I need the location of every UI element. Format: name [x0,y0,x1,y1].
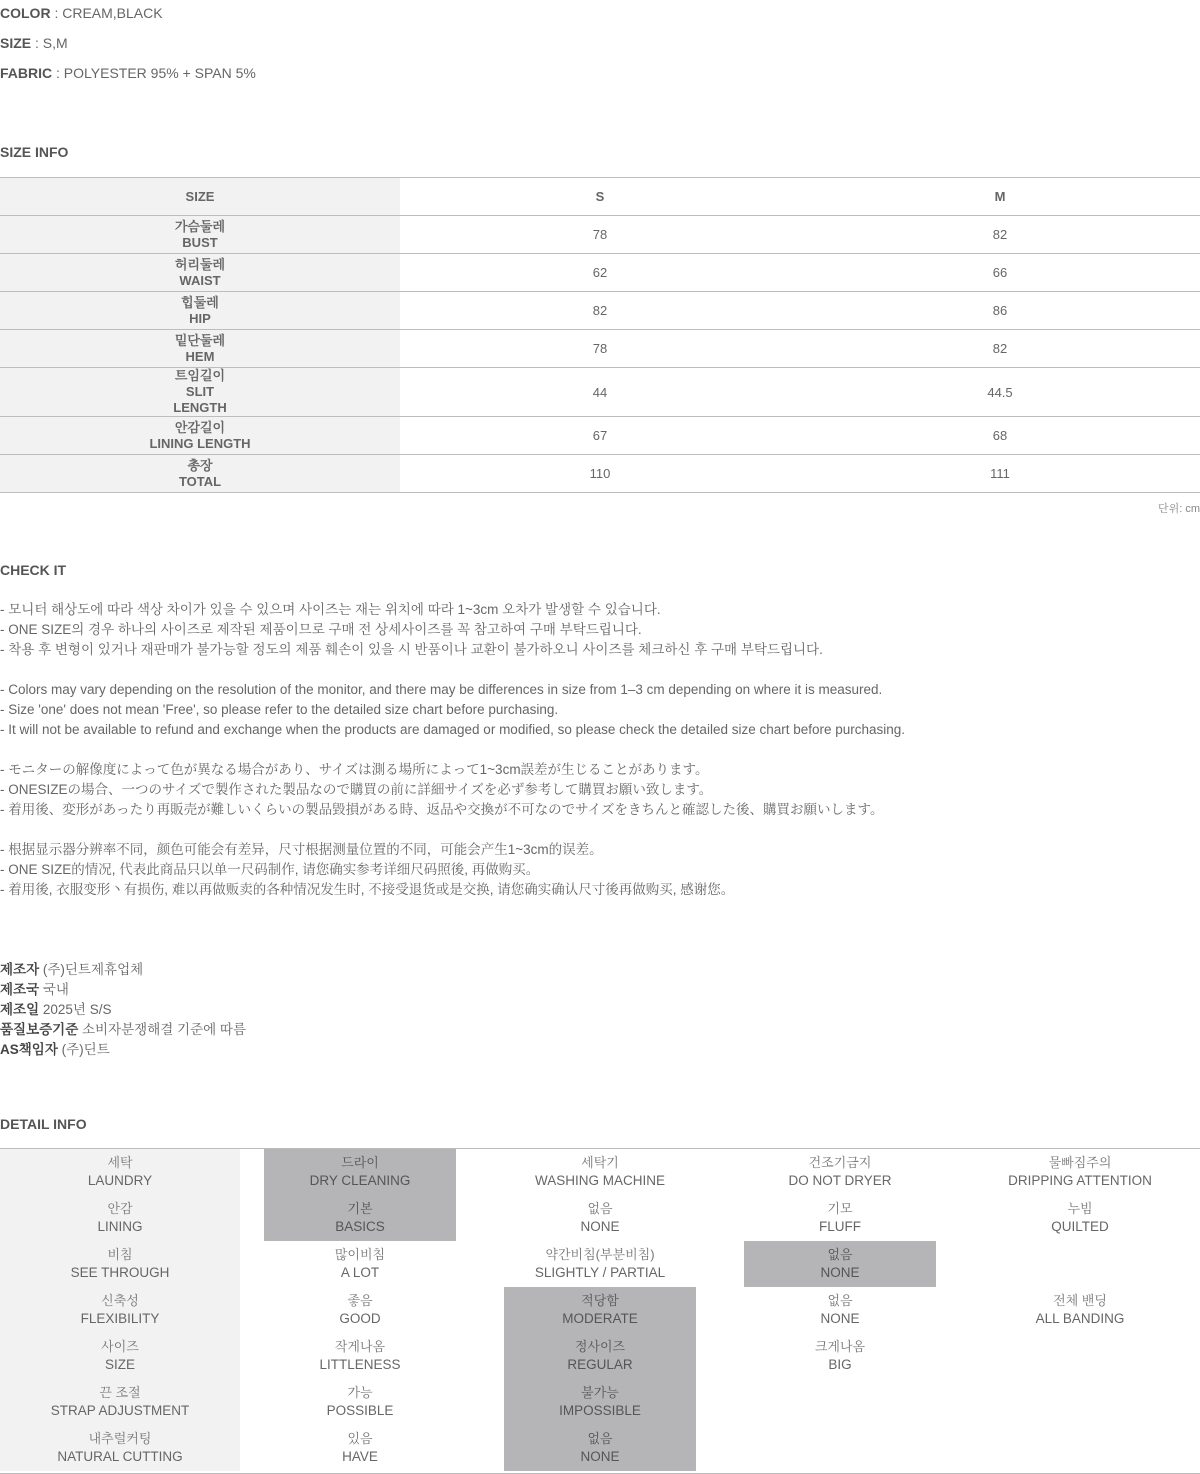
detail-option [480,1149,720,1195]
measurement-label-line: 총장 [187,457,213,473]
detail-option [240,1379,480,1425]
measurement-label-line: 밑단둘레 [174,332,226,348]
detail-option-ko: 좋음 [347,1293,373,1308]
detail-option-en: WASHING MACHINE [534,1173,665,1188]
measurement-label-line: 힙둘레 [181,294,219,310]
check-it-line: - ONE SIZE的情况, 代表此商品只以单一尺码制作, 请您确实参考详细尺码照後, 再做购买。 [0,862,540,877]
spec-value: : POLYESTER 95% + SPAN 5% [52,65,256,81]
spec-label: SIZE [0,35,32,51]
detail-option-ko: 크게나옴 [814,1339,866,1354]
detail-category [0,1425,240,1471]
detail-option-ko: 많이비침 [334,1247,386,1262]
size-table-row [0,292,1200,330]
measurement-label [0,216,400,253]
check-it-line: - モニターの解像度によって色が異なる場合があり、サイズは測る場所によって1~3cm誤差が生じることがあります。 [0,762,709,777]
detail-info-grid [0,1148,1200,1474]
detail-option-ko: 작게나옴 [334,1339,386,1354]
detail-option-en: DO NOT DRYER [788,1173,892,1188]
detail-option-ko: 건조기금지 [808,1155,872,1170]
manufacturer-label: AS책임자 [0,1042,58,1057]
detail-option-en: FLUFF [819,1219,861,1234]
detail-option [240,1287,480,1333]
detail-row [0,1287,1200,1333]
detail-option [240,1241,480,1287]
size-table-row [0,254,1200,292]
detail-category-ko: 끈 조절 [99,1385,141,1400]
manufacturer-line [0,1040,110,1060]
detail-option [240,1333,480,1379]
size-s-value: 62 [592,265,608,280]
detail-option-en: IMPOSSIBLE [559,1403,641,1418]
check-it-line: - 着用後、変形があったり再販売が難しいくらいの製品毀損がある時、返品や交換が不可なのでサイズをきちんと確認した後、購買お願いします。 [0,802,884,817]
detail-option [960,1287,1200,1333]
detail-row [0,1333,1200,1379]
detail-row [0,1195,1200,1241]
manufacturer-label: 제조일 [0,1002,40,1017]
check-it-line: - It will not be available to refund and exchange when the products are damaged or modified, so please check the detailed size chart before purchasing. [0,722,906,737]
size-header-cell: SIZE [0,178,400,215]
detail-category-en: LINING [97,1219,143,1234]
measurement-label-line: 안감길이 [174,419,226,435]
detail-option-en: A LOT [340,1265,380,1280]
detail-option-en: HAVE [342,1449,378,1464]
manufacturer-value: 국내 [39,982,69,997]
spec-label: COLOR [0,5,51,21]
size-s-value: 110 [589,466,611,481]
detail-option-en: DRY CLEANING [309,1173,411,1188]
manufacturer-value: (주)딘트제휴업체 [39,962,144,977]
manufacturer-value: 2025년 S/S [39,1002,112,1017]
measurement-label-line: HEM [185,348,215,364]
detail-option-selected [264,1149,456,1195]
detail-option-ko: 없음 [827,1293,853,1308]
size-header-cell: S [595,189,605,204]
manufacturer-label: 품질보증기준 [0,1022,79,1037]
detail-option-selected [504,1379,696,1425]
detail-option-ko: 없음 [827,1247,853,1262]
detail-category-ko: 내추럴커팅 [88,1431,152,1446]
detail-category [0,1379,240,1425]
check-it-line: - ONESIZEの場合、一つのサイズで製作された製品なので購買の前に詳細サイズを必ず参考して購買お願い致します。 [0,782,713,797]
size-s-value: 78 [592,227,608,242]
detail-option [720,1287,960,1333]
detail-info-title: DETAIL INFO [0,1116,87,1132]
manufacturer-line [0,1000,111,1020]
measurement-label-line: 트임길이 [174,368,226,383]
detail-option-en: NONE [580,1449,620,1464]
detail-option-ko: 물빠짐주의 [1048,1155,1112,1170]
detail-option-en: GOOD [339,1311,381,1326]
detail-option-en: BASICS [335,1219,385,1234]
detail-option-ko: 가능 [347,1385,373,1400]
detail-category-en: FLEXIBILITY [80,1311,160,1326]
detail-option-en: NONE [820,1265,860,1280]
check-it-line: - ONE SIZE의 경우 하나의 사이즈로 제작된 제품이므로 구매 전 상세사이즈를 꼭 참고하여 구매 부탁드립니다. [0,622,642,637]
detail-option-en: MODERATE [562,1311,638,1326]
size-info-title: SIZE INFO [0,144,69,160]
spec-value: : S,M [31,35,68,51]
detail-category-ko: 신축성 [101,1293,139,1308]
detail-option-en: BIG [828,1357,852,1372]
check-it-line: - 根据显示器分辨率不同，颜色可能会有差异，尺寸根据测量位置的不同，可能会产生1~3cm的误差。 [0,842,603,857]
size-m-value: 82 [992,227,1008,242]
check-it-line: - 착용 후 변형이 있거나 재판매가 불가능할 정도의 제품 훼손이 있을 시 반품이나 교환이 불가하오니 사이즈를 체크하신 후 구매 부탁드립니다. [0,642,823,657]
check-it-line: - 着用後, 衣服变形丶有损伤, 难以再做贩卖的各种情况发生时, 不接受退货或是交换, 请您确实确认尺寸後再做购买, 感谢您。 [0,882,735,897]
spec-line [0,3,163,23]
detail-option [720,1149,960,1195]
manufacturer-line [0,980,69,1000]
detail-category-en: SEE THROUGH [70,1265,170,1280]
spec-line [0,63,256,83]
detail-option-en: REGULAR [567,1357,633,1372]
measurement-label-line: HIP [189,310,211,326]
detail-option-en: NONE [580,1219,620,1234]
detail-category-ko: 비침 [107,1247,133,1262]
detail-option-en: DRIPPING ATTENTION [1008,1173,1152,1188]
detail-option [720,1333,960,1379]
check-it-line: - 모니터 해상도에 따라 색상 차이가 있을 수 있으며 사이즈는 재는 위치에 따라 1~3cm 오차가 발생할 수 있습니다. [0,602,661,617]
detail-option-ko: 불가능 [581,1385,619,1400]
measurement-label-line: LINING LENGTH [149,435,251,451]
detail-row [0,1379,1200,1425]
spec-value: : CREAM,BLACK [50,5,163,21]
size-s-value: 78 [592,341,608,356]
detail-option-ko: 적당함 [581,1293,619,1308]
size-s-value: 67 [592,428,608,443]
size-m-value: 44.5 [987,384,1013,400]
detail-option [720,1195,960,1241]
detail-option-selected [504,1333,696,1379]
detail-option-ko: 세탁기 [581,1155,619,1170]
detail-option-ko: 전체 밴딩 [1053,1293,1107,1308]
spec-label: FABRIC [0,65,53,81]
detail-option-ko: 누빔 [1067,1201,1093,1216]
detail-category-ko: 사이즈 [101,1339,139,1354]
detail-option-en: QUILTED [1051,1219,1109,1234]
detail-category [0,1195,240,1241]
check-it-line: - Colors may vary depending on the resolution of the monitor, and there may be differences in size from 1–3 cm depending on where it is measured. [0,682,883,697]
detail-option [960,1195,1200,1241]
measurement-label-line: 가슴둘레 [174,218,226,234]
detail-row [0,1149,1200,1195]
detail-category-en: SIZE [104,1357,135,1372]
detail-category [0,1241,240,1287]
size-m-value: 82 [992,341,1008,356]
size-m-value: 66 [992,265,1008,280]
measurement-label [0,417,400,454]
size-table-row [0,368,1200,417]
check-it-line: - Size 'one' does not mean 'Free', so please refer to the detailed size chart before purchasing. [0,702,559,717]
detail-option-ko: 없음 [587,1201,613,1216]
detail-option-ko: 약간비침(부분비침) [545,1247,655,1262]
detail-category [0,1287,240,1333]
size-table-row [0,330,1200,368]
size-m-value: 86 [992,303,1008,318]
detail-option [480,1241,720,1287]
measurement-label-line: BUST [182,234,218,250]
measurement-label-line: LENGTH [173,400,227,415]
detail-option-en: LITTLENESS [319,1357,401,1372]
detail-option-ko: 있음 [347,1431,373,1446]
measurement-label [0,292,400,329]
detail-option-en: NONE [820,1311,860,1326]
measurement-label-line: TOTAL [178,473,222,489]
check-it-title: CHECK IT [0,562,67,578]
manufacturer-label: 제조자 [0,962,40,977]
measurement-label-line: 허리둘레 [174,256,226,272]
size-s-value: 44 [592,384,608,400]
detail-row [0,1425,1200,1471]
measurement-label [0,330,400,367]
detail-option-ko: 기모 [827,1201,853,1216]
manufacturer-line [0,1020,246,1040]
manufacturer-line [0,960,143,980]
detail-category-ko: 안감 [107,1201,133,1216]
spec-line [0,33,68,53]
detail-option-en: ALL BANDING [1035,1311,1125,1326]
size-s-value: 82 [592,303,608,318]
size-table-row [0,216,1200,254]
detail-option-selected [504,1425,696,1471]
measurement-label-line: SLIT [185,384,215,399]
detail-option [480,1195,720,1241]
measurement-label [0,368,400,416]
detail-category-en: STRAP ADJUSTMENT [50,1403,190,1418]
detail-option [240,1425,480,1471]
detail-option-ko: 드라이 [341,1155,379,1170]
size-header-cell: M [994,189,1006,204]
detail-option-selected [744,1241,936,1287]
detail-option-selected [504,1287,696,1333]
detail-option-en: SLIGHTLY / PARTIAL [534,1265,666,1280]
detail-option [960,1149,1200,1195]
size-m-value: 111 [990,466,1010,481]
size-table [0,177,1200,493]
size-table-row [0,417,1200,455]
size-table-row [0,455,1200,493]
detail-category-en: LAUNDRY [87,1173,153,1188]
measurement-label [0,455,400,492]
measurement-label-line: WAIST [179,272,221,288]
detail-option-ko: 없음 [587,1431,613,1446]
manufacturer-value: 소비자분쟁해결 기준에 따름 [78,1022,246,1037]
detail-option-en: POSSIBLE [326,1403,394,1418]
unit-note: 단위: cm [1157,503,1200,515]
size-table-header [0,178,1200,216]
detail-option-ko: 정사이즈 [574,1339,626,1354]
manufacturer-value: (주)딘트 [57,1042,110,1057]
detail-option-ko: 기본 [347,1201,373,1216]
detail-category-ko: 세탁 [107,1155,133,1170]
detail-row [0,1241,1200,1287]
measurement-label [0,254,400,291]
detail-option-selected [264,1195,456,1241]
size-m-value: 68 [992,428,1008,443]
detail-category [0,1333,240,1379]
detail-category-en: NATURAL CUTTING [57,1449,183,1464]
detail-category [0,1149,240,1195]
manufacturer-label: 제조국 [0,982,40,997]
